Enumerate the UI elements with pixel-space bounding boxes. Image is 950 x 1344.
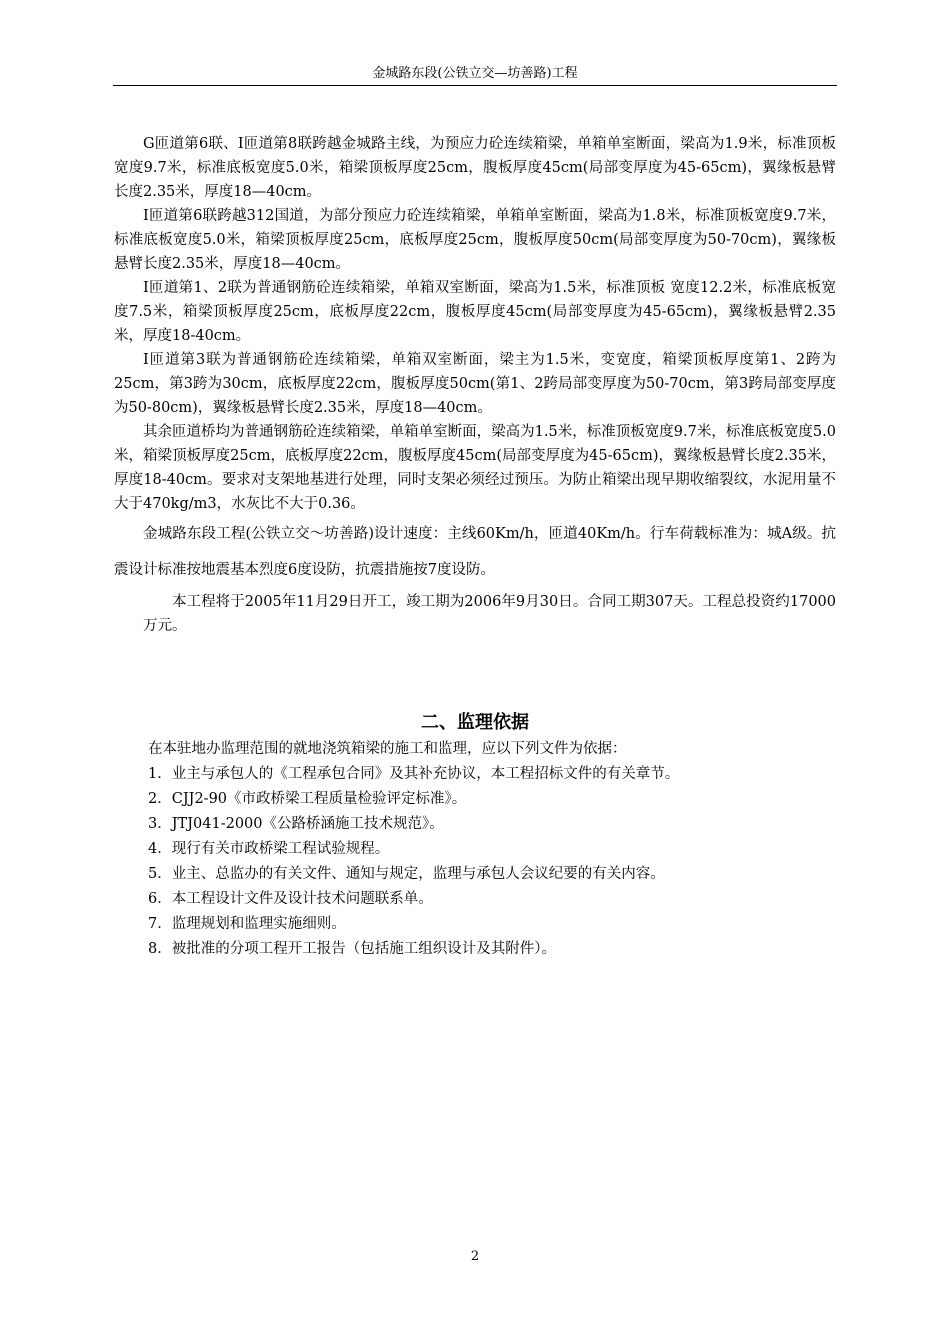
- list-item: 7．监理规划和监理实施细则。: [148, 916, 346, 932]
- paragraph-i-ramp-1-2: I匝道第1、2联为普通钢筋砼连续箱梁，单箱双室断面，梁高为1.5米，标准顶板 宽度12.2米，标准底板宽度7.5米，箱梁顶板厚度25cm，底板厚度22cm，腹板厚度45cm(局部变厚度为45-65cm)，翼缘板悬臂2.35米，厚度18-40cm。: [114, 280, 836, 344]
- paragraph-design-speed: 金城路东段工程(公铁立交～坊善路)设计速度：主线60Km/h，匝道40Km/h。行车荷载标准为：城A级。抗震设计标准按地震基本烈度6度设防，抗震措施按7度设防。: [114, 526, 836, 578]
- list-item: 6．本工程设计文件及设计技术问题联系单。: [148, 891, 433, 907]
- paragraph-g-ramp-span: G匝道第6联、I匝道第8联跨越金城路主线，为预应力砼连续箱梁，单箱单室断面，梁高为1.9米，标准顶板宽度9.7米，标准底板宽度5.0米，箱梁顶板厚度25cm，腹板厚度45cm(局部变厚度为45-65cm)，翼缘板悬臂长度2.35米，厚度18—40cm。: [114, 136, 836, 200]
- paragraph-i-ramp-312: I匝道第6联跨越312国道，为部分预应力砼连续箱梁，单箱单室断面，梁高为1.8米，标准顶板宽度9.7米，标准底板宽度5.0米，箱梁顶板厚度25cm，底板厚度25cm，腹板厚度50cm(局部变厚度为50-70cm)，翼缘板悬臂长度2.35米，厚度18—40cm。: [114, 208, 836, 272]
- section-body: [148, 737, 838, 962]
- page-header-title: 金城路东段(公铁立交—坊善路)工程: [372, 66, 578, 81]
- list-item: 8．被批准的分项工程开工报告（包括施工组织设计及其附件）。: [148, 941, 556, 957]
- list-item: 2．CJJ2-90《市政桥梁工程质量检验评定标准》。: [148, 791, 467, 807]
- project-description: [114, 132, 836, 638]
- basis-list: [148, 762, 838, 962]
- header-rule: [113, 85, 837, 86]
- section-intro: 在本驻地办监理范围的就地浇筑箱梁的施工和监理，应以下列文件为依据：: [148, 741, 627, 757]
- section-title: 二、监理依据: [421, 712, 529, 733]
- list-item: 1．业主与承包人的《工程承包合同》及其补充协议，本工程招标文件的有关章节。: [148, 766, 680, 782]
- list-item: 4．现行有关市政桥梁工程试验规程。: [148, 841, 390, 857]
- list-item: 3．JTJ041-2000《公路桥涵施工技术规范》。: [148, 816, 444, 832]
- list-item: 5．业主、总监办的有关文件、通知与规定，监理与承包人会议纪要的有关内容。: [148, 866, 665, 882]
- paragraph-i-ramp-3: I匝道第3联为普通钢筋砼连续箱梁，单箱双室断面，梁主为1.5米，变宽度，箱梁顶板厚度第1、2跨为25cm，第3跨为30cm，底板厚度22cm，腹板厚度50cm(第1、2跨局部变厚度为50-70cm，第3跨局部变厚度为50-80cm)，翼缘板悬臂长度2.35米，厚度18—40cm。: [114, 352, 836, 416]
- paragraph-schedule: 本工程将于2005年11月29日开工，竣工期为2006年9月30日。合同工期307天。工程总投资约17000万元。: [143, 594, 836, 634]
- page-number: 2: [470, 1249, 480, 1264]
- paragraph-other-ramps: 其余匝道桥均为普通钢筋砼连续箱梁，单箱单室断面，梁高为1.5米，标准顶板宽度9.7米，标准底板宽度5.0米，箱梁顶板厚度25cm，底板厚度22cm，腹板厚度45cm(局部变厚度为45-65cm)，翼缘板悬臂长度2.35米，厚度18-40cm。要求对支架地基进行处理，同时支架必须经过预压。为防止箱梁出现早期收缩裂纹，水泥用量不大于470kg/m3，水灰比不大于0.36。: [114, 424, 836, 512]
